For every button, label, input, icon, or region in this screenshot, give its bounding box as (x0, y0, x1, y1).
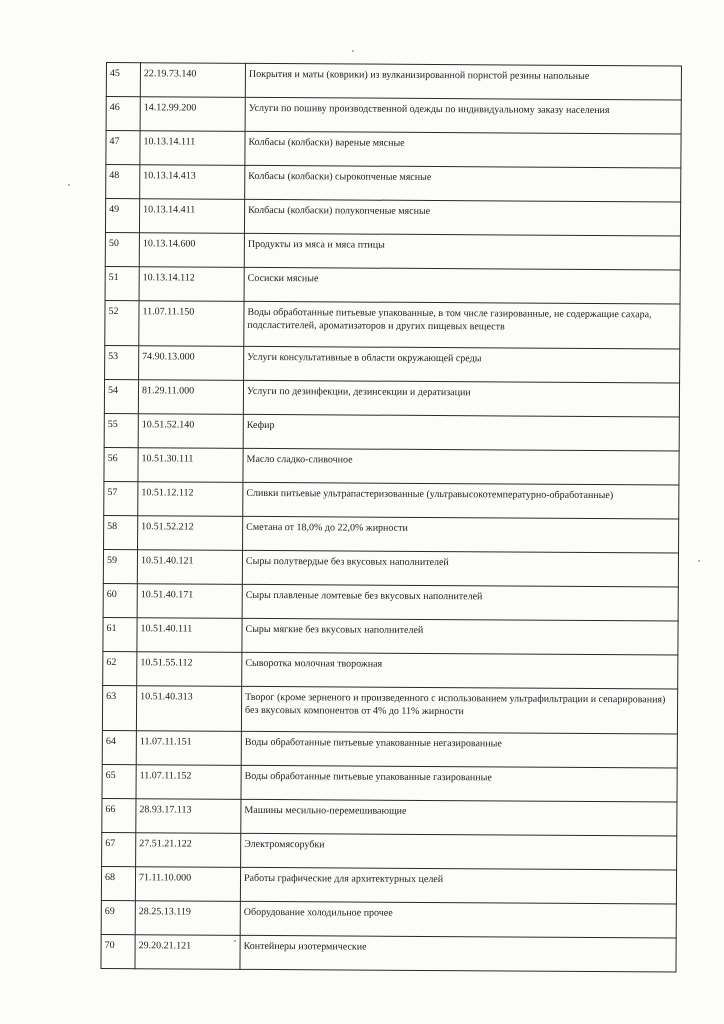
okpd2-code: 22.19.73.140 (140, 63, 245, 98)
table-row (103, 583, 678, 621)
item-description: Сметана от 18,0% до 22,0% жирности (243, 516, 679, 553)
table-row (104, 413, 679, 451)
okpd2-code: 10.51.52.212 (138, 516, 243, 551)
item-description: Сыворотка молочная творожная (242, 652, 678, 689)
row-number: 48 (106, 165, 140, 199)
item-description: Сыры плавленые ломтевые без вкусовых наполнителей (242, 584, 678, 621)
item-description: Творог (кроме зерненого и произведенного с использованием ультрафильтрации и сепарирования) без вкусовых компонентов от 4% до 11% жирности (241, 686, 677, 734)
table-row (105, 345, 680, 383)
scan-speck (698, 560, 700, 562)
row-number: 70 (101, 934, 135, 968)
okpd2-code: 14.12.99.200 (140, 97, 245, 132)
table-row (102, 798, 677, 836)
okpd2-code: 71.11.10.000 (135, 867, 240, 902)
item-description: Оборудование холодильное прочее (240, 901, 676, 938)
okpd2-code: 29.20.21.121 (135, 935, 240, 970)
item-description: Воды обработанные питьевые упакованные газированные (241, 765, 677, 802)
okpd2-code: 74.90.13.000 (139, 346, 244, 381)
row-number: 60 (103, 583, 137, 617)
row-number: 45 (106, 63, 140, 97)
okpd2-code: 10.13.14.413 (140, 165, 245, 200)
item-description: Воды обработанные питьевые упакованные, в том числе газированные, не содержащие сахара, подсластителей, ароматизаторов и других пищевых веществ (244, 301, 680, 349)
row-number: 52 (105, 300, 139, 345)
row-number: 69 (101, 900, 135, 934)
row-number: 61 (103, 617, 137, 651)
okpd2-code: 28.93.17.113 (136, 799, 241, 834)
table-row (101, 934, 676, 972)
item-description: Колбасы (колбаски) сырокопченые мясные (245, 165, 681, 202)
row-number: 53 (105, 345, 139, 379)
registry-table (100, 62, 682, 973)
item-description: Сыры мягкие без вкусовых наполнителей (242, 618, 678, 655)
okpd2-code: 10.13.14.111 (140, 131, 245, 166)
table-row (103, 549, 678, 587)
okpd2-code: 81.29.11.000 (138, 380, 243, 415)
table-row (106, 131, 681, 169)
item-description: Сыры полутвердые без вкусовых наполнителей (242, 550, 678, 587)
row-number: 64 (102, 730, 136, 764)
table-row (104, 515, 679, 553)
okpd2-code: 28.25.13.119 (135, 901, 240, 936)
row-number: 66 (102, 798, 136, 832)
item-description: Услуги по пошиву производственной одежды по индивидуальному заказу населения (245, 97, 681, 134)
item-description: Масло сладко-сливочное (243, 448, 679, 485)
row-number: 55 (104, 413, 138, 447)
table-row (101, 866, 676, 904)
table-row (104, 481, 679, 519)
row-number: 56 (104, 447, 138, 481)
okpd2-code: 27.51.21.122 (136, 833, 241, 868)
scan-speck (68, 184, 70, 186)
row-number: 49 (105, 199, 139, 233)
item-description: Работы графические для архитектурных целей (240, 867, 676, 904)
okpd2-code: 11.07.11.152 (136, 765, 241, 800)
item-description: Услуги консультативные в области окружающей среды (244, 346, 680, 383)
row-number: 47 (106, 131, 140, 165)
item-description: Контейнеры изотермические (240, 935, 676, 972)
table-row (105, 266, 680, 304)
row-number: 65 (102, 764, 136, 798)
okpd2-code: 10.51.12.112 (138, 482, 243, 517)
item-description: Колбасы (колбаски) полукопченые мясные (244, 199, 680, 236)
row-number: 59 (103, 549, 137, 583)
okpd2-code: 10.13.14.600 (139, 233, 244, 268)
row-number: 68 (101, 866, 135, 900)
table-row (102, 730, 677, 768)
okpd2-code: 10.51.52.140 (138, 414, 243, 449)
row-number: 58 (104, 515, 138, 549)
row-number: 67 (102, 832, 136, 866)
table-row (102, 832, 677, 870)
table-row (105, 300, 680, 349)
table-row (105, 232, 680, 270)
item-description: Электромясорубки (241, 833, 677, 870)
item-description: Услуги по дезинфекции, дезинсекции и дератизации (243, 380, 679, 417)
table-row (101, 900, 676, 938)
okpd2-code: 10.51.30.111 (138, 448, 243, 483)
table-row (103, 651, 678, 689)
okpd2-code: 10.13.14.411 (139, 199, 244, 234)
table-row (102, 685, 677, 734)
scan-speck (234, 940, 236, 942)
table-row (104, 379, 679, 417)
okpd2-code: 10.51.40.121 (137, 550, 242, 585)
okpd2-code: 10.51.40.111 (137, 618, 242, 653)
table-row (103, 617, 678, 655)
table-row (104, 447, 679, 485)
scan-speck (352, 50, 354, 52)
item-description: Продукты из мяса и мяса птицы (244, 233, 680, 270)
registry-table-body (101, 63, 682, 972)
row-number: 46 (106, 97, 140, 131)
row-number: 57 (104, 481, 138, 515)
okpd2-code: 10.51.40.313 (136, 686, 241, 732)
item-description: Машины месильно-перемешивающие (241, 799, 677, 836)
table-row (105, 199, 680, 237)
row-number: 62 (103, 651, 137, 685)
item-description: Колбасы (колбаски) вареные мясные (245, 131, 681, 168)
row-number: 50 (105, 232, 139, 266)
table-row (106, 63, 681, 101)
item-description: Воды обработанные питьевые упакованные негазированные (241, 731, 677, 768)
okpd2-code: 11.07.11.150 (139, 301, 244, 347)
table-row (102, 764, 677, 802)
row-number: 63 (102, 685, 136, 730)
okpd2-code: 10.51.55.112 (137, 652, 242, 687)
okpd2-code: 10.13.14.112 (139, 267, 244, 302)
row-number: 51 (105, 266, 139, 300)
item-description: Сливки питьевые ультрапастеризованные (ультравысокотемпературно-обработанные) (243, 482, 679, 519)
item-description: Сосиски мясные (244, 267, 680, 304)
table-row (106, 165, 681, 203)
item-description: Кефир (243, 414, 679, 451)
row-number: 54 (104, 379, 138, 413)
okpd2-code: 11.07.11.151 (136, 731, 241, 766)
item-description: Покрытия и маты (коврики) из вулканизированной пористой резины напольные (245, 63, 681, 100)
table-row (106, 97, 681, 135)
okpd2-code: 10.51.40.171 (137, 584, 242, 619)
